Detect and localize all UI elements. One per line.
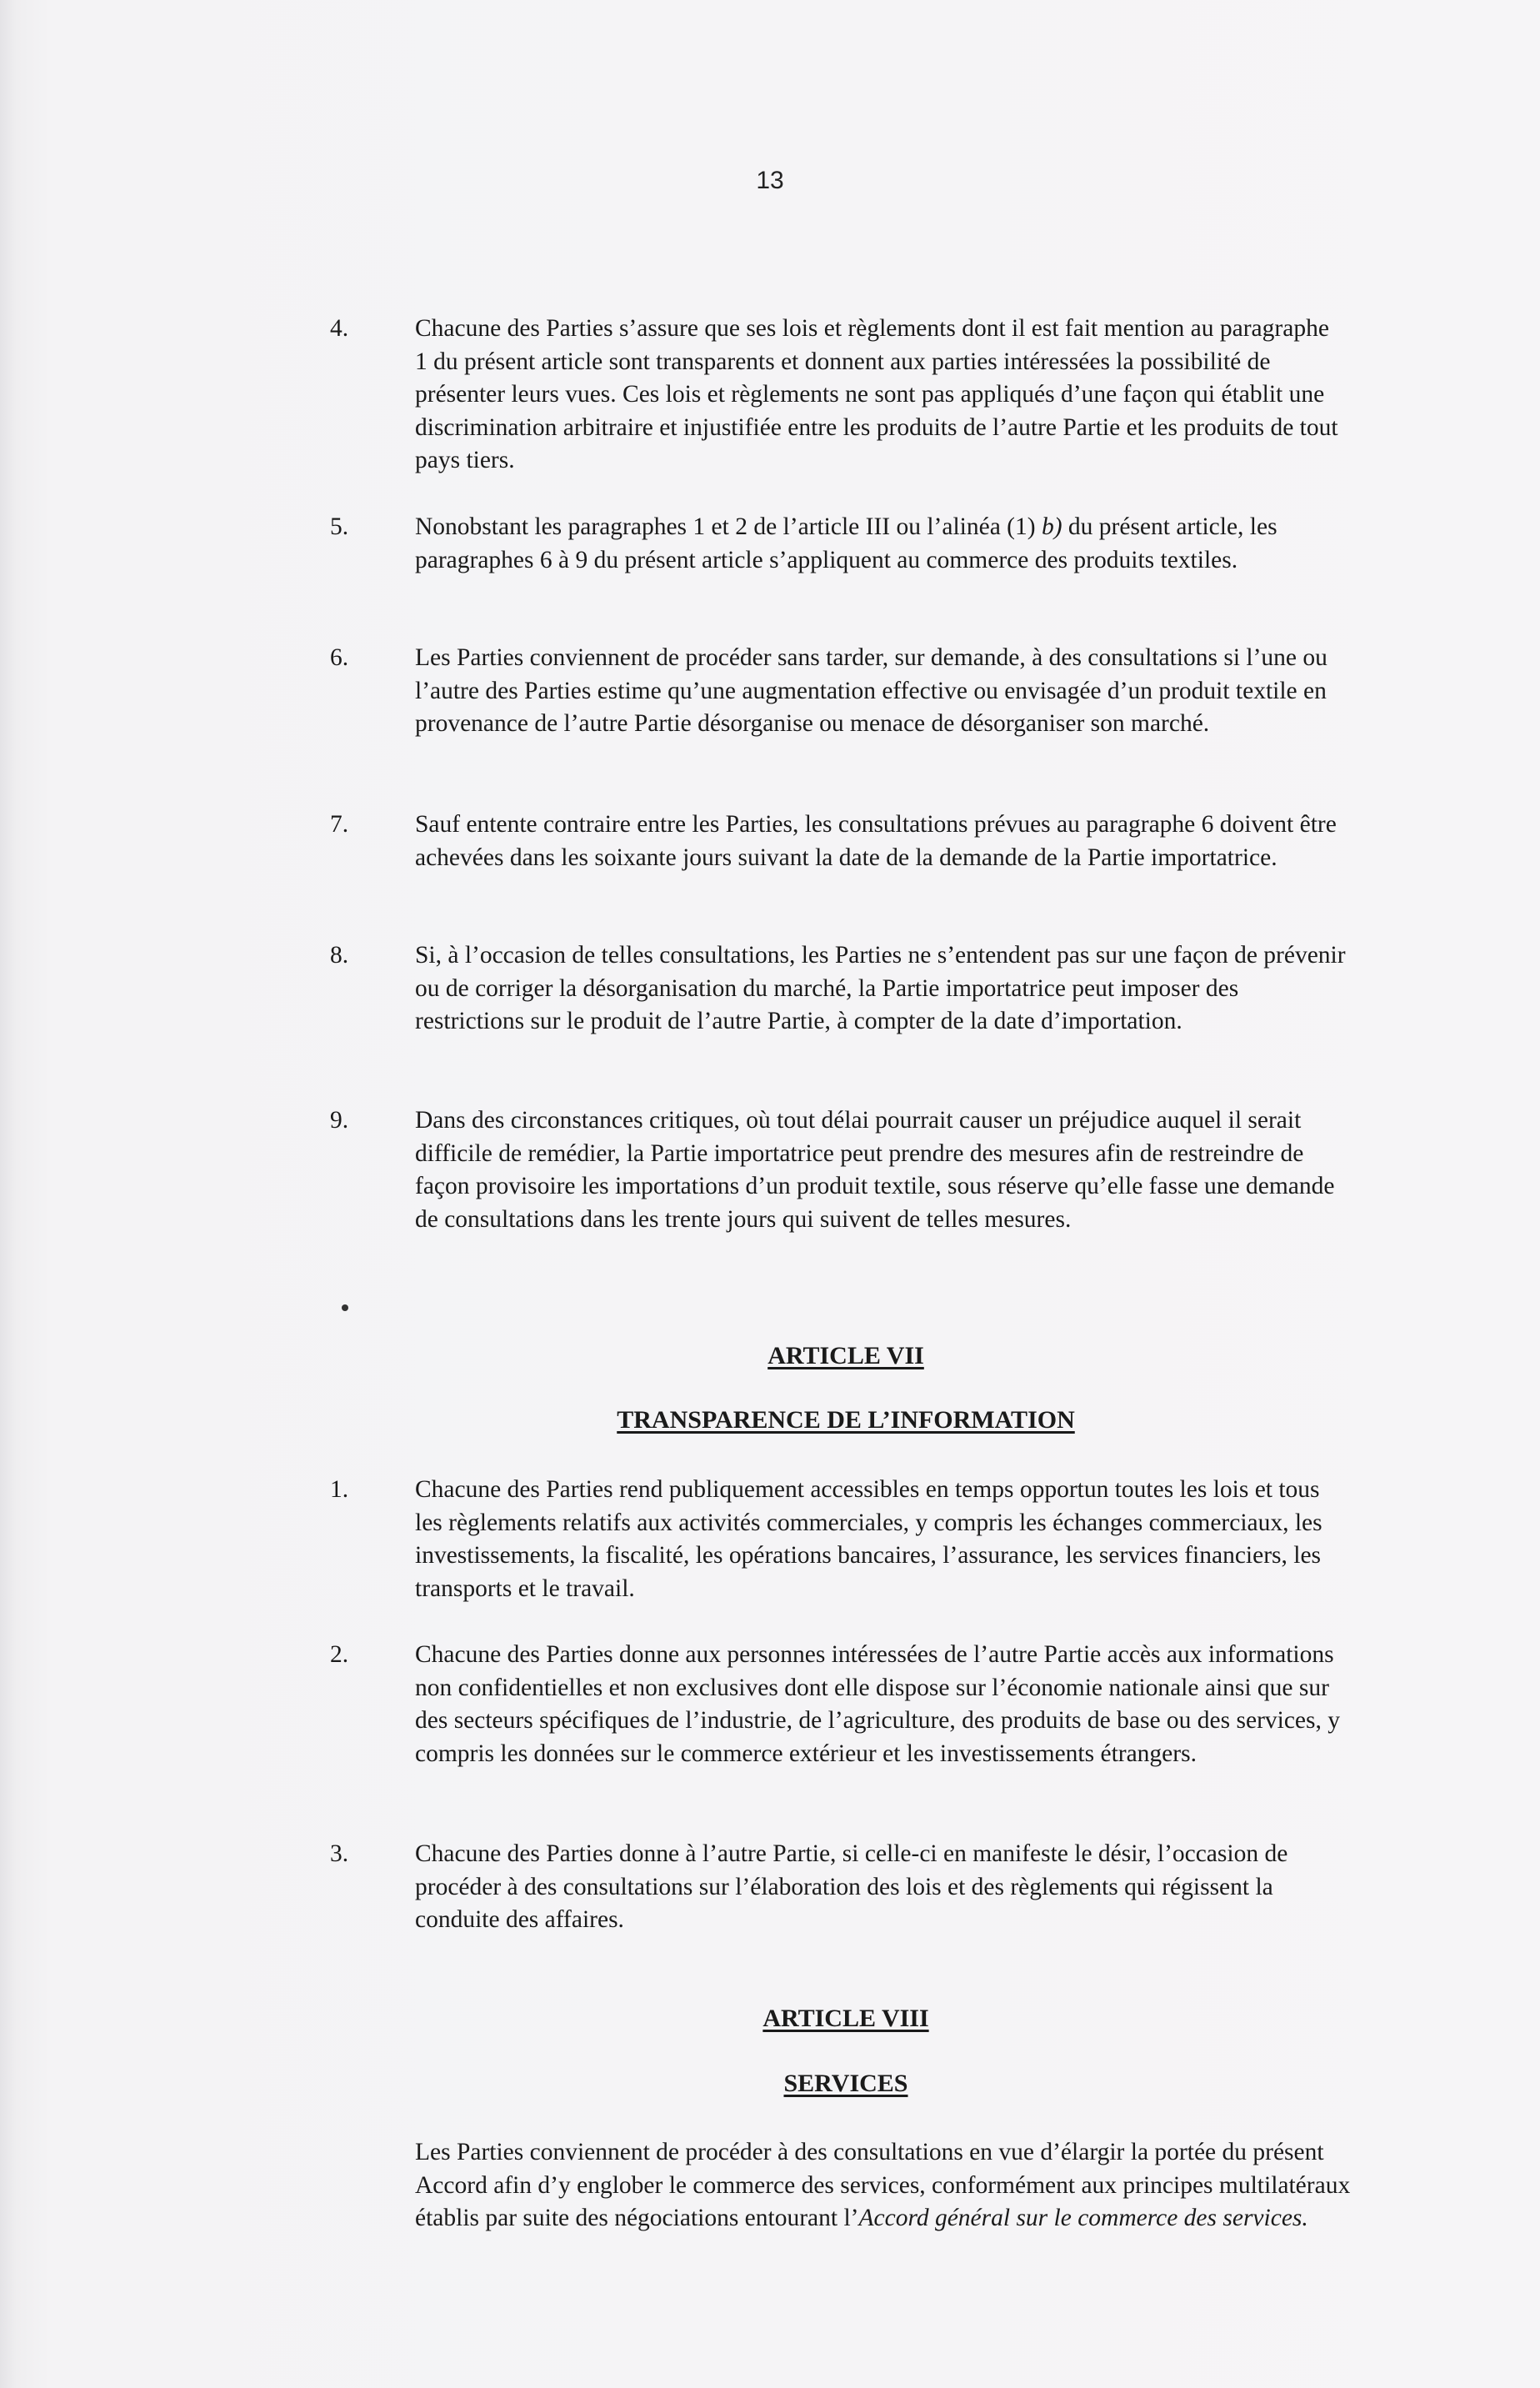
- article-7-title: ARTICLE VII: [768, 1342, 924, 1369]
- paragraph-number: 2.: [330, 1641, 349, 1668]
- paragraph-7: [330, 809, 1347, 874]
- stray-dot: [342, 1304, 348, 1311]
- text-part: Les Parties conviennent de procéder à des consultations en vue d’élargir la portée du présent Accord afin d’y englober le commerce des services, conformément aux principes multilatéraux établis par suite des négociations entourant l’: [415, 2139, 1351, 2231]
- paragraph-text: [415, 511, 1347, 577]
- paragraph-number: 3.: [330, 1840, 349, 1867]
- article-7-paragraph-3: [330, 1838, 1347, 1937]
- article-7-paragraph-2: [330, 1639, 1347, 1770]
- paragraph-text: Sauf entente contraire entre les Parties, les consultations prévues au paragraphe 6 doivent être achevées dans les soixante jours suivant la date de la demande de la Partie importatrice.: [415, 811, 1337, 871]
- paragraph-5: [330, 511, 1347, 577]
- paragraph-number: 4.: [330, 315, 349, 342]
- paragraph-text: Les Parties conviennent de procéder sans tarder, sur demande, à des consultations si l’une ou l’autre des Parties estime qu’une augmentation effective ou envisagée d’un produit textile en provenance de l’autre Partie désorganise ou menace de désorganiser son marché.: [415, 644, 1328, 737]
- paragraph-6: [330, 642, 1347, 741]
- paragraph-4: [330, 313, 1347, 478]
- paragraph-text: Chacune des Parties donne à l’autre Partie, si celle-ci en manifeste le désir, l’occasion de procéder à des consultations sur l’élaboration des lois et des règlements qui régissent la conduite des affaires.: [415, 1840, 1288, 1933]
- paragraph-number: 9.: [330, 1107, 349, 1134]
- page-number: 13: [756, 167, 784, 194]
- paragraph-text: Chacune des Parties donne aux personnes intéressées de l’autre Partie accès aux informations non confidentielles et non exclusives dont elle dispose sur l’économie nationale ainsi que sur des secteurs spécifiques de l’industrie, de l’agriculture, des produits de base ou des services, y compris les données sur le commerce extérieur et les investissements étrangers.: [415, 1641, 1341, 1767]
- article-7-subtitle: TRANSPARENCE DE L’INFORMATION: [617, 1406, 1075, 1434]
- paragraph-number: 8.: [330, 942, 349, 969]
- paragraph-text: Si, à l’occasion de telles consultations, les Parties ne s’entendent pas sur une façon de prévenir ou de corriger la désorganisation du marché, la Partie importatrice peut imposer des restrictions sur le produit de l’autre Partie, à compter de la date d’importation.: [415, 942, 1346, 1034]
- article-8-text: [415, 2136, 1357, 2235]
- paragraph-text: Dans des circonstances critiques, où tout délai pourrait causer un préjudice auquel il serait difficile de remédier, la Partie importatrice peut prendre des mesures afin de restreindre de façon provisoire les importations d’un produit textile, sous réserve qu’elle fasse une demande de consultations dans les trente jours qui suivent de telles mesures.: [415, 1107, 1335, 1233]
- paragraph-number: 5.: [330, 513, 349, 540]
- text-part: du présent article, les paragraphes 6 à 9 du présent article s’appliquent au commerce des produits textiles.: [415, 513, 1278, 573]
- paragraph-text: Chacune des Parties s’assure que ses lois et règlements dont il est fait mention au paragraphe 1 du présent article sont transparents et donnent aux parties intéressées la possibilité de présenter leurs vues. Ces lois et règlements ne sont pas appliqués d’une façon qui établit une discrimination arbitraire et injustifiée entre les produits de l’autre Partie et les produits de tout pays tiers.: [415, 315, 1338, 473]
- paragraph-9: [330, 1104, 1347, 1236]
- article-7-paragraph-1: [330, 1474, 1347, 1605]
- paragraph-8: [330, 939, 1347, 1039]
- article-8-title: ARTICLE VIII: [762, 2005, 929, 2032]
- paragraph-text: Chacune des Parties rend publiquement accessibles en temps opportun toutes les lois et tous les règlements relatifs aux activités commerciales, y compris les échanges commerciaux, les investissements, la fiscalité, les opérations bancaires, l’assurance, les services financiers, les transports et le travail.: [415, 1476, 1322, 1602]
- text-italic-part: b): [1041, 513, 1062, 540]
- text-part: Nonobstant les paragraphes 1 et 2 de l’article III ou l’alinéa (1): [415, 513, 1042, 540]
- paragraph-number: 1.: [330, 1476, 349, 1503]
- paragraph-number: 7.: [330, 811, 349, 838]
- article-8-subtitle: SERVICES: [783, 2070, 908, 2097]
- paragraph-number: 6.: [330, 644, 349, 671]
- text-italic-part: Accord général sur le commerce des services.: [858, 2205, 1308, 2231]
